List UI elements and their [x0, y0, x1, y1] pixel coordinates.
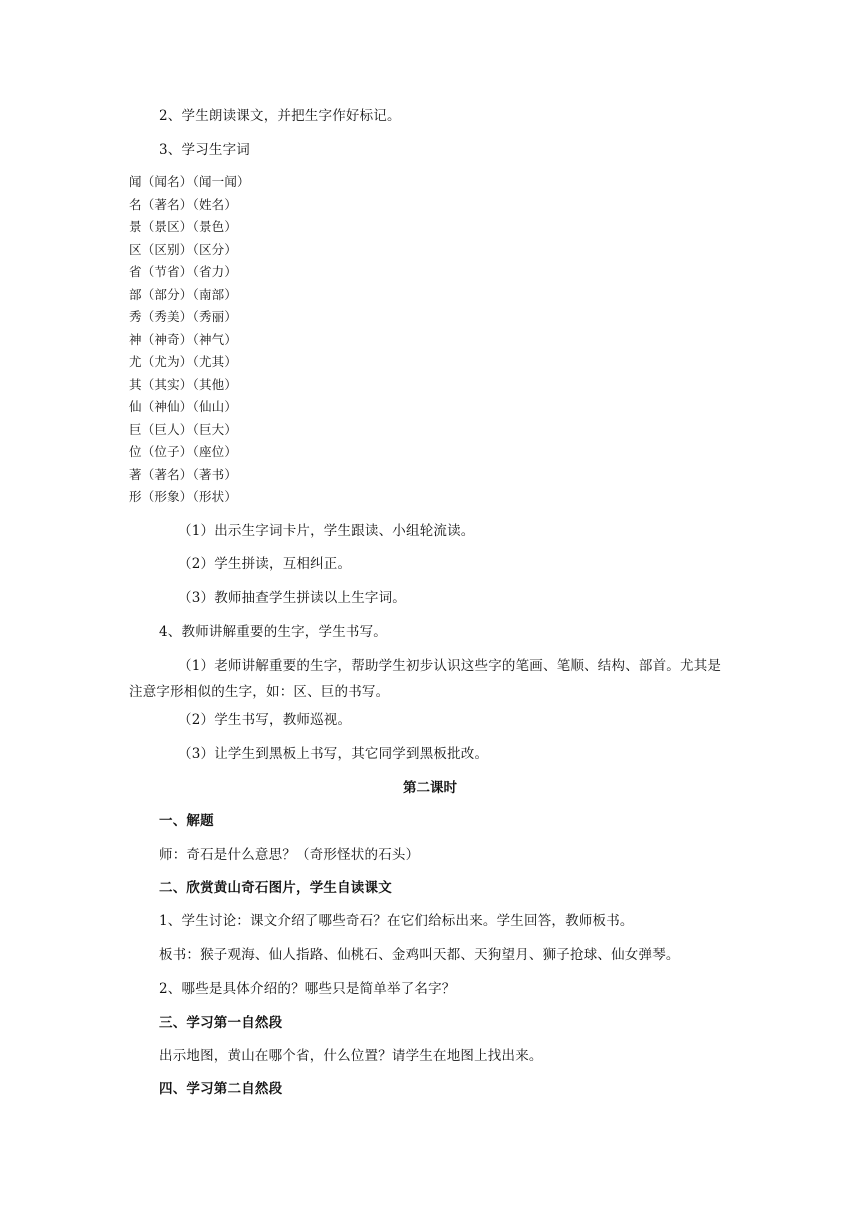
- heading-2-item-1: 1、学生讨论：课文介绍了哪些奇石？在它们给标出来。学生回答，教师板书。: [159, 913, 634, 929]
- vocab-item: 区（区别）（区分）: [129, 241, 238, 257]
- writing-step-3: （3）让学生到黑板上书写，其它同学到黑板批改。: [178, 746, 489, 762]
- vocab-item: 位（位子）（座位）: [129, 444, 238, 459]
- teaching-paragraph-text: （1）老师讲解重要的生字，帮助学生初步认识这些字的笔画、笔顺、结构、部首。尤其是注意字形相似的生字，如：区、巨的书写。: [129, 658, 722, 700]
- section-title: 第二课时: [403, 780, 457, 796]
- vocab-item: 形（形象）（形状）: [129, 489, 238, 504]
- vocab-item: 著（著名）（著书）: [129, 466, 238, 482]
- vocab-item: 其（其实）（其他）: [129, 376, 238, 392]
- vocab-item: 闻（闻名）（闻一闻）: [129, 174, 250, 189]
- heading-3-body: 出示地图，黄山在哪个省，什么位置？请学生在地图上找出来。: [159, 1048, 543, 1064]
- step-2-text: 2、学生朗读课文，并把生字作好标记。: [159, 108, 401, 124]
- heading-2-item-2: 2、哪些是具体介绍的？哪些只是简单举了名字？: [159, 981, 456, 997]
- vocab-item: 尤（尤为）（尤其）: [129, 354, 238, 369]
- step-3-heading: 3、学习生字词: [159, 142, 250, 158]
- blackboard-notes: 板书：猴子观海、仙人指路、仙桃石、金鸡叫天都、天狗望月、狮子抢球、仙女弹琴。: [159, 947, 680, 963]
- heading-1: 一、解题: [159, 813, 214, 829]
- heading-2: 二、欣赏黄山奇石图片，学生自读课文: [159, 880, 392, 896]
- vocab-item: 巨（巨人）（巨大）: [129, 421, 238, 437]
- heading-3: 三、学习第一自然段: [159, 1015, 283, 1031]
- vocab-item: 仙（神仙）（仙山）: [129, 399, 238, 414]
- vocab-item: 神（神奇）（神气）: [129, 331, 238, 347]
- vocab-item: 名（著名）（姓名）: [129, 196, 238, 212]
- vocab-item: 秀（秀美）（秀丽）: [129, 309, 238, 324]
- substep-1: （1）出示生字词卡片，学生跟读、小组轮流读。: [178, 523, 475, 539]
- heading-4: 四、学习第二自然段: [159, 1081, 283, 1097]
- writing-step-2: （2）学生书写，教师巡视。: [178, 712, 352, 728]
- vocab-item: 省（节省）（省力）: [129, 264, 238, 279]
- step-4-text: 4、教师讲解重要的生字，学生书写。: [159, 624, 387, 640]
- substep-2: （2）学生拼读，互相纠正。: [178, 556, 352, 572]
- heading-1-body: 师：奇石是什么意思？（奇形怪状的石头）: [159, 847, 420, 863]
- vocab-item: 景（景区）（景色）: [129, 219, 238, 234]
- teaching-paragraph: [129, 653, 729, 705]
- vocab-list: [129, 171, 329, 509]
- vocab-item: 部（部分）（南部）: [129, 286, 238, 302]
- substep-3: （3）教师抽查学生拼读以上生字词。: [178, 590, 406, 606]
